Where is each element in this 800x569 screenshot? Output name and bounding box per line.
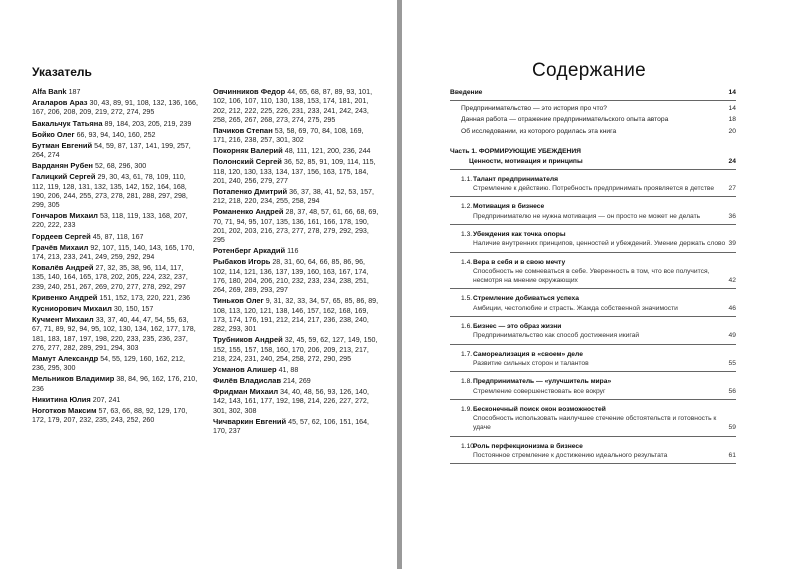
toc-section-page: 55 (728, 359, 736, 367)
index-entry-pages: 36, 52, 85, 91, 109, 114, 115, 118, 120, 130, 133, 134, 137, 156, 163, 175, 184, 201, 240, 256, 279, 277 (213, 158, 376, 185)
index-entry-name: Тиньков Олег (213, 296, 264, 306)
toc-item-text: Предпринимательство — это история про что? (461, 104, 607, 112)
toc-section-title (450, 230, 736, 239)
toc-section-title (450, 405, 736, 414)
index-entry-pages: 66, 93, 94, 140, 160, 252 (76, 130, 156, 139)
toc-section-page: 42 (728, 277, 736, 285)
toc-section-desc-text: Амбиции, честолюбие и страсть. Жажда собственной значимости (473, 304, 678, 312)
toc-section-desc-text: Предпринимателю не нужна мотивация — он просто не может не делать (473, 212, 701, 220)
toc-section-title (450, 322, 736, 331)
index-entry (32, 211, 198, 231)
index-entry (32, 406, 198, 426)
toc-section-number: 1.2. (461, 203, 473, 211)
index-entry-pages: 9, 31, 32, 33, 34, 57, 65, 85, 86, 89, 108, 113, 120, 121, 138, 146, 157, 162, 168, 169, 173, 174, 176, 191, 212, 214, 217, 236, 238, 240, 282, 293, 301 (213, 297, 379, 334)
toc-section (450, 175, 736, 198)
toc-part-label: Часть 1. ФОРМИРУЮЩИЕ УБЕЖДЕНИЯ (450, 148, 581, 156)
toc-section-number: 1.10. (461, 442, 476, 450)
divider (450, 436, 736, 437)
toc-section-desc (450, 304, 736, 313)
toc-intro-item (450, 115, 736, 124)
toc-section (450, 322, 736, 345)
index-entry-name: Мамут Александр (32, 353, 99, 363)
index-entry-pages: 57, 63, 66, 88, 92, 129, 170, 172, 179, 207, 232, 235, 243, 252, 260 (32, 406, 188, 425)
index-entry (32, 172, 198, 210)
index-entry-pages: 207, 241 (92, 395, 121, 404)
toc-section (450, 442, 736, 465)
divider (450, 252, 736, 253)
index-entry-name: Рыбаков Игорь (213, 257, 271, 267)
index-entry-pages: 28, 37, 48, 57, 61, 66, 68, 69, 70, 71, 94, 95, 107, 135, 136, 161, 166, 178, 190, 201, 202, 203, 216, 273, 277, 278, 279, 292, 293, 295 (213, 208, 379, 245)
index-title: Указатель (32, 65, 92, 79)
toc-section-desc-text: Способность не сомневаться в себе. Уверенность в том, что все получится, несмотря на мнение окружающих (473, 267, 710, 285)
index-entry (32, 87, 198, 97)
index-entry-name: Варданян Рубен (32, 161, 93, 171)
toc-section-desc (450, 184, 736, 193)
toc-intro-item (450, 104, 736, 113)
toc-section-number: 1.5. (461, 295, 473, 303)
index-entry-pages: 29, 30, 43, 61, 78, 109, 110, 112, 119, 128, 131, 132, 135, 142, 152, 164, 168, 190, 206, 244, 255, 273, 278, 281, 288, 297, 298, 299, 305 (32, 173, 188, 210)
index-entry-name: Галицкий Сергей (32, 172, 96, 182)
toc-item-text: Об исследовании, из которого родилась эта книга (461, 128, 617, 136)
toc-part-sub-label: Ценности, мотивация и принципы (469, 157, 583, 165)
divider (450, 196, 736, 197)
index-entry-pages: 48, 111, 121, 200, 236, 244 (284, 147, 371, 156)
divider (450, 463, 736, 464)
toc-section-desc-text: Развитие сильных сторон и талантов (473, 359, 589, 367)
toc-item-page: 18 (728, 116, 736, 124)
divider (450, 169, 736, 170)
index-entry (213, 376, 379, 386)
toc-section-page: 61 (728, 452, 736, 460)
index-entry-name: Романенко Андрей (213, 207, 284, 217)
index-entry-name: Бутман Евгений (32, 140, 93, 150)
toc-section-title-text: Роль перфекционизма в бизнесе (473, 442, 583, 450)
index-entry-name: Кучмент Михаил (32, 315, 94, 325)
toc-section-title (450, 442, 736, 451)
index-entry-pages: 33, 37, 40, 44, 47, 54, 55, 63, 67, 71, 89, 92, 94, 95, 102, 130, 134, 162, 177, 178, 181, 183, 187, 197, 198, 220, 233, 235, 236, 237, 276, 277, 282, 289, 291, 294, 303 (32, 316, 196, 352)
index-entry (32, 374, 198, 394)
index-entry (32, 354, 198, 374)
toc-section-page: 46 (728, 304, 736, 312)
toc-section-desc (450, 387, 736, 396)
index-entry-name: Грачёв Михаил (32, 242, 89, 252)
toc-item-page: 20 (728, 128, 736, 136)
toc-part-page: 24 (728, 157, 736, 165)
index-column-2 (213, 87, 379, 437)
toc-section-title-text: Предприниматель — «улучшитель мира» (473, 378, 612, 386)
toc-section (450, 258, 736, 290)
divider (450, 371, 736, 372)
toc-section-title (450, 258, 736, 267)
toc-section-page: 36 (728, 212, 736, 220)
toc-section (450, 405, 736, 437)
divider (450, 316, 736, 317)
index-entry-name: Ковалёв Андрей (32, 263, 94, 273)
toc-sections (450, 175, 736, 465)
index-column-1 (32, 87, 198, 426)
toc-part-sub (450, 157, 736, 166)
index-entry-name: Покорняк Валерий (213, 146, 283, 156)
index-entry-name: Бакальчук Татьяна (32, 118, 103, 128)
toc-section-desc (450, 239, 736, 248)
toc-section-title-text: Стремление добиваться успеха (473, 295, 579, 303)
toc-section-title-text: Бесконечный поиск окон возможностей (473, 405, 606, 413)
toc-section-number: 1.1. (461, 175, 473, 183)
index-entry (213, 187, 379, 207)
index-entry (32, 304, 198, 314)
toc-section-number: 1.7. (461, 350, 473, 358)
index-entry-pages: 52, 68, 296, 300 (94, 162, 147, 171)
index-entry (213, 87, 379, 125)
toc-section-page: 56 (728, 387, 736, 395)
toc-section-desc (450, 212, 736, 221)
index-entry (32, 395, 198, 405)
index-entry-pages: 27, 32, 35, 38, 96, 114, 117, 135, 140, 164, 165, 178, 202, 205, 224, 232, 237, 239, 240, 251, 267, 269, 270, 277, 278, 292, 297 (32, 264, 188, 291)
index-entry (32, 243, 198, 263)
index-entry-name: Гордеев Сергей (32, 231, 91, 241)
index-entry-pages: 38, 84, 96, 162, 176, 210, 236 (32, 375, 198, 393)
toc-section-title (450, 175, 736, 184)
index-entry-pages: 54, 55, 129, 160, 162, 212, 236, 295, 300 (32, 354, 186, 373)
index-entry-pages: 53, 118, 119, 133, 168, 207, 220, 222, 233 (32, 212, 188, 230)
toc-section-number: 1.8. (461, 378, 473, 386)
index-entry (32, 263, 198, 292)
index-entry (32, 315, 198, 353)
toc-section (450, 230, 736, 253)
toc-intro (450, 88, 736, 97)
index-entry (32, 232, 198, 242)
index-entry-name: Потапенко Дмитрий (213, 187, 288, 197)
toc-section-number: 1.9. (461, 405, 473, 413)
index-entry-pages: 92, 107, 115, 140, 143, 165, 170, 174, 213, 233, 241, 249, 259, 292, 294 (32, 243, 195, 262)
divider (450, 399, 736, 400)
index-entry (213, 207, 379, 245)
toc-section (450, 350, 736, 373)
index-entry (213, 296, 379, 334)
toc-intro-page: 14 (728, 89, 736, 96)
toc-section-desc (450, 359, 736, 368)
index-page (0, 0, 397, 569)
toc-section-page: 59 (728, 424, 736, 432)
divider (450, 100, 736, 101)
index-entry-name: Овчинников Федор (213, 87, 286, 96)
toc-section-title (450, 350, 736, 359)
toc-section-desc (450, 267, 736, 285)
index-entry (32, 119, 198, 129)
index-entry-pages: 41, 88 (278, 365, 299, 374)
index-entry-pages: 187 (68, 88, 81, 96)
toc-item-text: Данная работа — отражение предпринимательского опыта автора (461, 116, 669, 124)
toc-section (450, 377, 736, 400)
toc-intro-item (450, 127, 736, 136)
index-entry (213, 126, 379, 146)
toc-section-page: 27 (728, 185, 736, 193)
index-entry-name: Мельников Владимир (32, 374, 115, 384)
index-entry-name: Ноготков Максим (32, 405, 97, 415)
toc-section-desc-text: Наличие внутренних принципов, ценностей и убеждений. Умение держать слово (473, 240, 726, 248)
toc-section-number: 1.6. (461, 322, 473, 330)
toc-section-title-text: Талант предпринимателя (473, 175, 558, 183)
toc-section-desc (450, 451, 736, 460)
divider (450, 344, 736, 345)
index-entry-pages: 30, 150, 157 (113, 304, 154, 313)
index-entry-name: Усманов Алишер (213, 364, 277, 374)
index-entry-name: Трубников Андрей (213, 335, 283, 345)
index-entry-name: Фридман Михаил (213, 387, 279, 397)
toc-section-title (450, 202, 736, 211)
index-entry-name: Кривенко Андрей (32, 292, 98, 302)
index-entry-pages: 32, 45, 59, 62, 127, 149, 150, 152, 155, 157, 158, 160, 170, 206, 209, 213, 217, 218, 224, 231, 240, 254, 258, 272, 290, 295 (213, 336, 378, 363)
index-entry-pages: 36, 37, 38, 41, 52, 53, 157, 212, 218, 220, 234, 255, 258, 294 (213, 188, 374, 206)
toc-section-desc-text: Стремление к действию. Потребность предпринимать проявляется в детстве (473, 185, 715, 193)
index-entry (213, 257, 379, 295)
toc-section (450, 202, 736, 225)
table-of-contents (450, 88, 736, 464)
index-entry-pages: 34, 40, 48, 56, 93, 126, 140, 142, 143, 161, 177, 192, 198, 214, 226, 227, 272, 301, 302, 308 (213, 388, 369, 415)
index-entry-pages: 30, 43, 89, 91, 108, 132, 136, 166, 167, 206, 208, 209, 219, 272, 274, 295 (32, 99, 198, 117)
index-entry-name: Чичваркин Евгений (213, 416, 287, 426)
index-entry-pages: 116 (287, 247, 299, 256)
index-entry (32, 141, 198, 161)
toc-section-title-text: Вера в себя и в свою мечту (473, 258, 566, 266)
index-entry (213, 387, 379, 416)
index-entry-name: Гончаров Михаил (32, 211, 98, 221)
toc-item-page: 14 (728, 104, 736, 112)
toc-section-desc-text: Предпринимательство как способ достижения икигай (473, 332, 640, 340)
index-entry (32, 130, 198, 140)
toc-section-title-text: Убеждения как точка опоры (473, 230, 566, 238)
index-entry-name: Кусниорович Михаил (32, 303, 112, 313)
index-entry-pages: 151, 152, 173, 220, 221, 236 (99, 293, 191, 302)
index-entry-name: Пачиков Степан (213, 125, 273, 135)
index-entry-name: Полонский Сергей (213, 157, 282, 167)
index-entry-name: Никитина Юлия (32, 394, 91, 404)
toc-section-desc-text: Способность использовать наилучшее стечение обстоятельств и готовность к удаче (473, 415, 717, 432)
toc-intro-items (450, 104, 736, 137)
toc-section-page: 49 (728, 332, 736, 340)
index-entry (213, 157, 379, 186)
toc-section-desc-text: Постоянное стремление к достижению идеального результата (473, 452, 668, 460)
toc-section-title-text: Самореализация в «своем» деле (473, 350, 583, 358)
index-entry (32, 293, 198, 303)
divider (450, 224, 736, 225)
index-entry-name: Агаларов Араз (32, 98, 88, 108)
index-entry-name: Alfa Bank (32, 87, 67, 96)
toc-section-number: 1.3. (461, 230, 473, 238)
index-entry (213, 146, 379, 156)
toc-section-desc (450, 331, 736, 340)
toc-section-page: 39 (728, 240, 736, 248)
toc-section-title (450, 377, 736, 386)
toc-section-title-text: Мотивация в бизнесе (473, 203, 545, 211)
toc-section-desc (450, 414, 736, 432)
index-entry (213, 335, 379, 364)
index-entry (32, 161, 198, 171)
index-entry-name: Бойко Олег (32, 129, 75, 139)
divider (450, 288, 736, 289)
index-entry-pages: 45, 57, 62, 106, 151, 164, 170, 237 (213, 417, 369, 436)
index-entry-pages: 89, 184, 203, 205, 219, 239 (104, 119, 192, 128)
contents-title: Содержание (532, 60, 647, 81)
index-entry (213, 417, 379, 437)
toc-section-title (450, 294, 736, 303)
index-entry-pages: 54, 59, 87, 137, 141, 199, 257, 264, 274 (32, 141, 191, 160)
index-entry-pages: 53, 58, 69, 70, 84, 108, 169, 171, 216, 238, 257, 301, 302 (213, 126, 364, 145)
toc-section-title-text: Бизнес — это образ жизни (473, 322, 562, 330)
toc-section-number: 1.4. (461, 258, 473, 266)
index-entry-pages: 45, 87, 118, 167 (92, 232, 144, 241)
index-entry-name: Филёв Владислав (213, 376, 282, 386)
index-entry-pages: 214, 269 (283, 377, 311, 386)
toc-intro-label: Введение (450, 89, 483, 96)
toc-section (450, 294, 736, 317)
index-entry (213, 365, 379, 375)
toc-section-desc-text: Стремление совершенствовать все вокруг (473, 387, 606, 395)
index-entry-name: Ротенберг Аркадий (213, 246, 286, 256)
index-entry (213, 246, 379, 256)
index-entry (32, 98, 198, 118)
index-entry-pages: 28, 31, 60, 64, 66, 85, 86, 96, 102, 114, 121, 136, 137, 139, 160, 163, 167, 174, 176, 180, 204, 206, 210, 232, 233, 234, 238, 251, 264, 269, 289, 293, 297 (213, 258, 369, 295)
index-entry-pages: 44, 65, 68, 87, 89, 93, 101, 102, 106, 107, 110, 130, 138, 153, 174, 181, 201, 202, 212, 222, 225, 226, 231, 233, 241, 242, 243, 258, 265, 267, 268, 273, 274, 275, 295 (213, 88, 373, 124)
